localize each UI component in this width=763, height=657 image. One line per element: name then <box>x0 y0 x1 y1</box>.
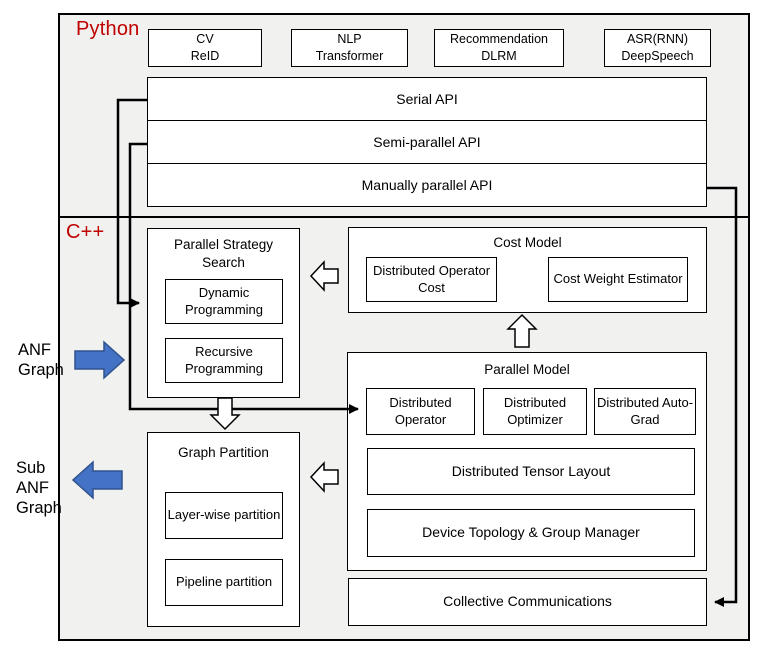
app-box-cv-reid: CV ReID <box>148 29 262 67</box>
device-topology-group-manager-box: Device Topology & Group Manager <box>367 509 695 557</box>
layer-wise-partition-box: Layer-wise partition <box>165 492 283 539</box>
serial-api-layer: Serial API <box>148 78 706 121</box>
api-layer-stack <box>147 77 707 207</box>
dynamic-programming-box: Dynamic Programming <box>165 279 283 324</box>
anf-graph-input-label: ANF Graph <box>18 341 64 379</box>
collective-communications-box: Collective Communications <box>348 578 707 626</box>
manually-parallel-api-layer: Manually parallel API <box>361 177 493 193</box>
pipeline-partition-box: Pipeline partition <box>165 559 283 606</box>
distributed-operator-cost-box: Distributed Operator Cost <box>366 257 497 302</box>
sub-anf-graph-output-label: Sub ANF Graph <box>16 459 62 517</box>
app-box-recommendation-dlrm: Recommendation DLRM <box>434 29 564 67</box>
graph-partition-title: Graph Partition <box>178 445 269 460</box>
recursive-programming-box: Recursive Programming <box>165 338 283 383</box>
parallel-model-title: Parallel Model <box>484 362 570 377</box>
distributed-auto-grad-box: Distributed Auto-Grad <box>594 388 696 435</box>
parallel-strategy-search-title: Parallel Strategy Search <box>173 237 274 270</box>
python-cpp-divider <box>58 216 750 218</box>
cost-weight-estimator-box: Cost Weight Estimator <box>548 257 688 302</box>
distributed-operator-box: Distributed Operator <box>366 388 475 435</box>
app-box-nlp-transformer: NLP Transformer <box>291 29 408 67</box>
cpp-section-label: C++ <box>66 221 105 243</box>
distributed-optimizer-box: Distributed Optimizer <box>483 388 587 435</box>
distributed-tensor-layout-box: Distributed Tensor Layout <box>367 448 695 495</box>
cost-model-title: Cost Model <box>493 235 562 250</box>
app-box-asr-deepspeech: ASR(RNN) DeepSpeech <box>604 29 711 67</box>
semi-parallel-api-layer: Semi-parallel API <box>148 121 706 164</box>
python-section-label: Python <box>76 18 140 40</box>
